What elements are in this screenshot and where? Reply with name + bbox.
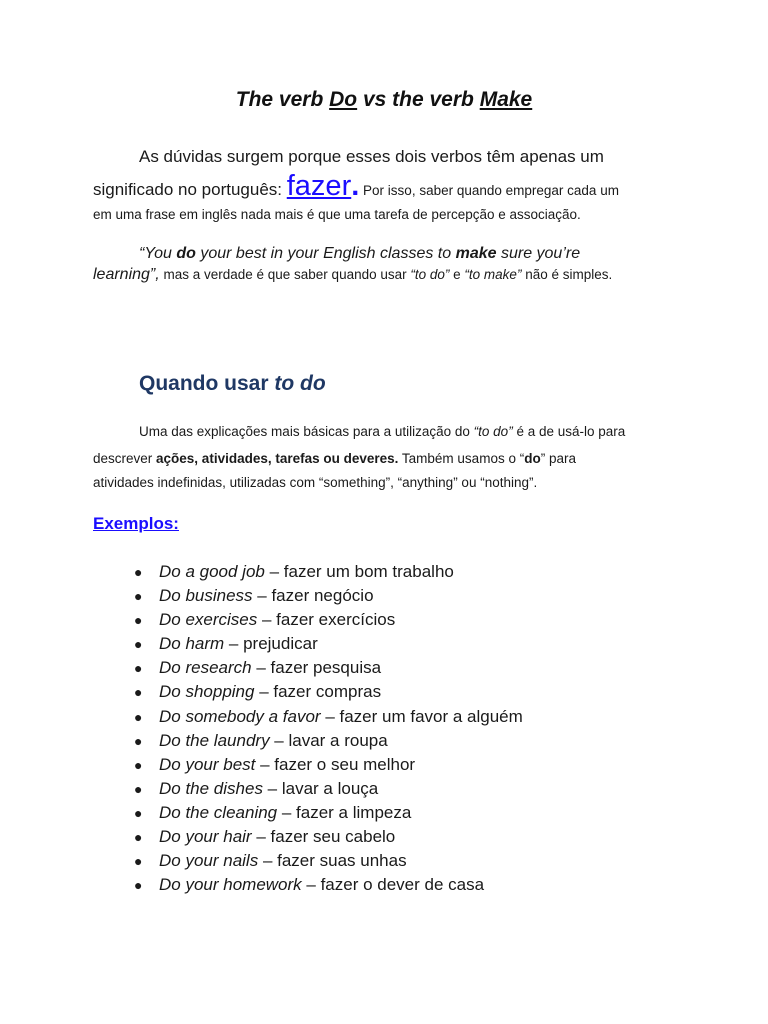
example-english: Do a good job bbox=[159, 562, 265, 581]
example-portuguese: – lavar a louça bbox=[262, 778, 379, 798]
section-line-3: atividades indefinidas, utilizadas com “something”, “anything” ou “nothing”. bbox=[93, 475, 538, 490]
intro-line-3: em uma frase em inglês nada mais é que uma tarefa de percepção e associação. bbox=[93, 207, 581, 222]
list-item bbox=[134, 777, 523, 801]
list-item bbox=[134, 849, 523, 873]
section-text-a: Uma das explicações mais básicas para a utilização do bbox=[139, 424, 474, 439]
list-item bbox=[134, 584, 523, 608]
examples-heading-link[interactable]: Exemplos: bbox=[93, 514, 179, 533]
fazer-link[interactable]: fazer bbox=[286, 170, 352, 202]
list-item bbox=[134, 753, 523, 777]
bullet-icon: ● bbox=[134, 877, 143, 894]
example-portuguese: – fazer o dever de casa bbox=[301, 875, 485, 895]
list-item bbox=[134, 560, 523, 584]
example-portuguese: – fazer um bom trabalho bbox=[264, 562, 454, 581]
quote-make: make bbox=[455, 245, 497, 262]
example-english: Do your best bbox=[159, 754, 256, 774]
section-text-h: ” para bbox=[540, 451, 576, 466]
example-english: Do somebody a favor bbox=[159, 706, 321, 726]
bullet-icon: ● bbox=[134, 660, 143, 677]
example-portuguese: – fazer pesquisa bbox=[251, 658, 382, 678]
list-item bbox=[134, 801, 523, 825]
intro-line-1: As dúvidas surgem porque esses dois verbos têm apenas um bbox=[139, 147, 604, 166]
intro-paragraph bbox=[93, 146, 693, 225]
section-line-2 bbox=[93, 445, 693, 472]
example-english: Do your hair bbox=[159, 827, 252, 847]
example-portuguese: – fazer seu cabelo bbox=[251, 827, 396, 847]
quote-line-1 bbox=[93, 243, 693, 265]
section-bold-do: do bbox=[524, 451, 541, 466]
bullet-icon: ● bbox=[134, 804, 143, 821]
quote-text-c: your best in your English classes to bbox=[195, 245, 456, 262]
intro-line-2-end: Por isso, saber quando empregar cada um bbox=[359, 183, 619, 198]
quote-text-a: “You bbox=[139, 245, 177, 262]
list-item bbox=[134, 873, 523, 897]
bullet-icon: ● bbox=[134, 853, 143, 870]
bullet-icon: ● bbox=[134, 588, 143, 605]
title-part-1: The verb bbox=[235, 88, 330, 111]
title-make: Make bbox=[479, 88, 533, 111]
example-english: Do the dishes bbox=[159, 778, 263, 798]
list-item bbox=[134, 608, 523, 632]
bullet-icon: ● bbox=[134, 636, 143, 653]
example-portuguese: – prejudicar bbox=[224, 634, 318, 654]
bullet-icon: ● bbox=[134, 756, 143, 773]
quote-learning: learning”, bbox=[93, 266, 160, 283]
title-part-2: vs the verb bbox=[357, 88, 480, 111]
section-text-d: descrever bbox=[93, 451, 157, 466]
quote-to-make: “to make” bbox=[464, 267, 522, 282]
intro-line-2-start: significado no português: bbox=[93, 180, 287, 199]
title-do: Do bbox=[329, 88, 358, 111]
bullet-icon: ● bbox=[134, 829, 143, 846]
list-item bbox=[134, 729, 523, 753]
example-english: Do your nails bbox=[159, 851, 259, 871]
example-english: Do shopping bbox=[159, 682, 255, 702]
quote-paragraph bbox=[93, 243, 693, 285]
page-title bbox=[0, 88, 768, 112]
section-line-1 bbox=[93, 418, 693, 445]
list-item bbox=[134, 825, 523, 849]
section-heading-to-do: to do bbox=[274, 372, 326, 395]
example-portuguese: – fazer exercícios bbox=[257, 610, 396, 630]
section-bold-actions: ações, atividades, tarefas ou deveres. bbox=[156, 451, 399, 466]
example-english: Do business bbox=[159, 586, 253, 606]
section-to-do: “to do” bbox=[473, 424, 513, 439]
example-english: Do exercises bbox=[159, 610, 258, 630]
fazer-dot: . bbox=[351, 170, 360, 202]
example-english: Do research bbox=[159, 658, 252, 678]
example-portuguese: – fazer a limpeza bbox=[277, 802, 412, 822]
section-heading-start: Quando usar bbox=[139, 372, 275, 395]
section-paragraph bbox=[93, 418, 693, 494]
example-portuguese: – lavar a roupa bbox=[269, 730, 388, 750]
example-portuguese: – fazer negócio bbox=[252, 586, 374, 606]
quote-text-k: não é simples. bbox=[521, 267, 613, 282]
bullet-icon: ● bbox=[134, 708, 143, 725]
list-item bbox=[134, 656, 523, 680]
quote-text-e: sure you’re bbox=[496, 245, 581, 262]
example-portuguese: – fazer compras bbox=[254, 682, 382, 702]
examples-list bbox=[134, 560, 523, 897]
bullet-icon: ● bbox=[134, 564, 143, 580]
bullet-icon: ● bbox=[134, 780, 143, 797]
example-english: Do the cleaning bbox=[159, 802, 278, 822]
quote-text-i: e bbox=[449, 267, 465, 282]
bullet-icon: ● bbox=[134, 684, 143, 701]
bullet-icon: ● bbox=[134, 732, 143, 749]
section-text-f: Também usamos o “ bbox=[398, 451, 525, 466]
list-item bbox=[134, 632, 523, 656]
list-item bbox=[134, 680, 523, 704]
section-text-c: é a de usá-lo para bbox=[512, 424, 626, 439]
example-portuguese: – fazer suas unhas bbox=[258, 851, 407, 871]
example-english: Do harm bbox=[159, 634, 225, 654]
list-item bbox=[134, 705, 523, 729]
quote-to-do: “to do” bbox=[410, 267, 450, 282]
quote-do: do bbox=[176, 245, 196, 262]
intro-line-2 bbox=[93, 172, 693, 205]
example-english: Do the laundry bbox=[159, 730, 270, 750]
example-english: Do your homework bbox=[159, 875, 302, 895]
section-heading bbox=[139, 372, 326, 396]
example-portuguese: – fazer o seu melhor bbox=[255, 754, 416, 774]
example-portuguese: – fazer um favor a alguém bbox=[320, 706, 523, 726]
quote-text-g: mas a verdade é que saber quando usar bbox=[159, 267, 411, 282]
quote-line-2 bbox=[93, 265, 693, 285]
bullet-icon: ● bbox=[134, 612, 143, 629]
